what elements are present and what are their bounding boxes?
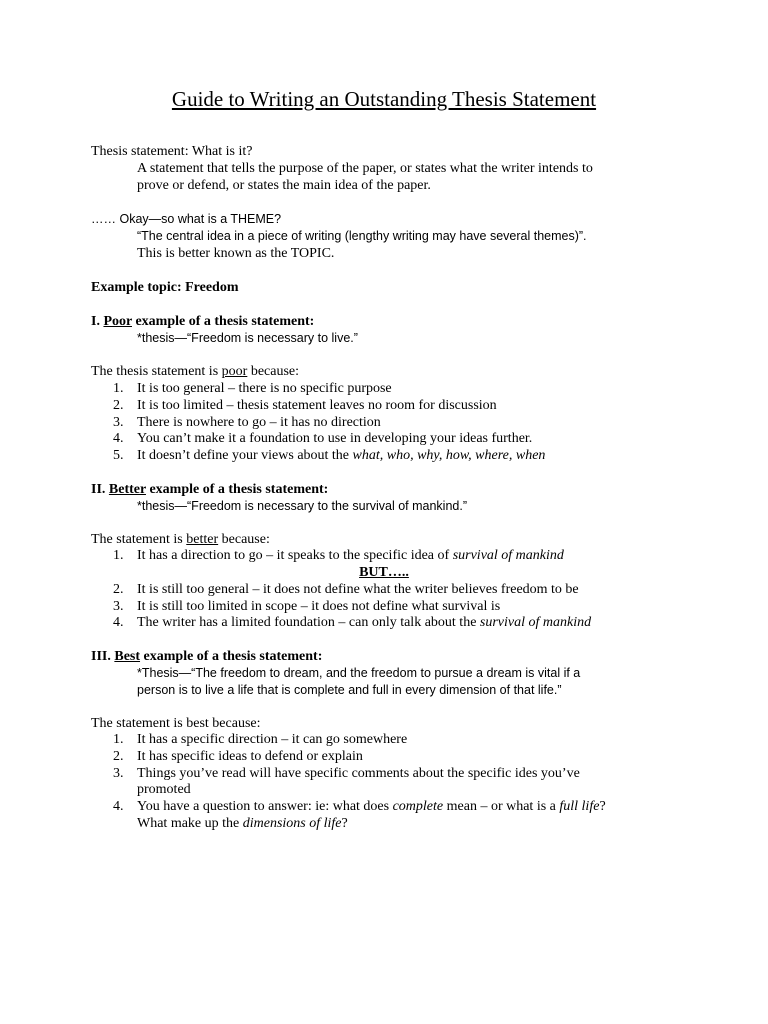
poor-item-2: It is too limited – thesis statement leaves no room for discussion (137, 398, 497, 413)
intro-line-2: prove or defend, or states the main idea of the paper. (137, 178, 431, 193)
best-item-4-text-b: mean – or what is a (443, 799, 560, 814)
better-keyword: Better (108, 482, 146, 497)
best-item-2: It has specific ideas to defend or explain (137, 749, 363, 764)
intro-heading: Thesis statement: What is it? (91, 144, 253, 159)
document-title: Guide to Writing an Outstanding Thesis Statement (171, 87, 597, 111)
better-item-2: It is still too general – it does not define what the writer believes freedom to be (137, 582, 579, 597)
list-number: 4. (113, 615, 124, 630)
better-heading (91, 481, 328, 498)
list-number: 1. (113, 732, 124, 747)
poor-suffix: example of a thesis statement: (131, 314, 315, 329)
poor-because (91, 363, 299, 380)
poor-thesis: *thesis—“Freedom is necessary to live.” (137, 331, 358, 345)
better-because-post: because: (218, 532, 270, 547)
best-item-4b-italic: dimensions of life (242, 816, 342, 831)
list-number: 4. (113, 431, 124, 446)
best-item-4-italic-b: full life (559, 799, 600, 814)
better-item-4-text: The writer has a limited foundation – can only talk about the (137, 615, 480, 630)
better-because-key: better (186, 532, 219, 547)
better-but-text: BUT….. (359, 565, 409, 580)
list-number: 3. (113, 415, 124, 430)
best-item-3-line-1: Things you’ve read will have specific comments about the specific ides you’ve (137, 766, 580, 781)
poor-because-pre: The thesis statement is (91, 364, 222, 379)
best-item-4-text-a: You have a question to answer: ie: what does (137, 799, 393, 814)
best-item-3-line-2: promoted (137, 782, 191, 797)
list-number: 4. (113, 799, 124, 814)
list-number: 1. (113, 381, 124, 396)
best-prefix: III. (91, 649, 115, 664)
better-item-4 (137, 614, 591, 631)
best-suffix: example of a thesis statement: (140, 649, 323, 664)
poor-because-key: poor (221, 364, 248, 379)
best-item-4b-text: What make up the (137, 816, 243, 831)
best-item-4-line-2 (137, 815, 348, 832)
list-number: 3. (113, 766, 124, 781)
best-thesis-line-1: *Thesis—“The freedom to dream, and the freedom to pursue a dream is vital if a (137, 666, 581, 680)
better-item-4-italic: survival of mankind (479, 615, 592, 630)
poor-item-4: You can’t make it a foundation to use in developing your ideas further. (137, 431, 533, 446)
poor-item-5-italic: what, who, why, how, where, when (352, 448, 546, 463)
better-prefix: II. (91, 482, 109, 497)
poor-item-3: There is nowhere to go – it has no direction (137, 415, 381, 430)
poor-prefix: I. (91, 314, 104, 329)
best-keyword: Best (114, 649, 141, 664)
example-topic: Example topic: Freedom (91, 280, 239, 295)
better-item-1-text: It has a direction to go – it speaks to the specific idea of (137, 548, 453, 563)
better-thesis: *thesis—“Freedom is necessary to the survival of mankind.” (137, 499, 467, 513)
list-number: 2. (113, 398, 124, 413)
best-item-1: It has a specific direction – it can go somewhere (137, 732, 408, 747)
list-number: 1. (113, 548, 124, 563)
theme-line-2: This is better known as the TOPIC. (137, 246, 335, 261)
poor-heading (91, 313, 314, 330)
best-heading (91, 648, 322, 665)
list-number: 3. (113, 599, 124, 614)
list-number: 5. (113, 448, 124, 463)
theme-heading (91, 211, 281, 228)
better-because-pre: The statement is (91, 532, 187, 547)
better-item-3: It is still too limited in scope – it does not define what survival is (137, 599, 501, 614)
best-item-4-line-1 (137, 798, 606, 815)
poor-keyword: Poor (103, 314, 132, 329)
poor-item-1: It is too general – there is no specific purpose (137, 381, 392, 396)
better-item-1-italic: survival of mankind (452, 548, 564, 563)
poor-item-5 (137, 447, 545, 464)
theme-dots: …… (91, 212, 116, 226)
better-item-1 (137, 547, 564, 564)
theme-line-1: “The central idea in a piece of writing (lengthy writing may have several themes)”. (137, 229, 587, 243)
poor-because-post: because: (247, 364, 300, 379)
best-item-4b-end: ? (341, 816, 348, 831)
list-number: 2. (113, 582, 124, 597)
best-item-4-italic-a: complete (392, 799, 444, 814)
best-because: The statement is best because: (91, 716, 261, 731)
best-item-4-text-c: ? (599, 799, 606, 814)
better-because (91, 531, 270, 548)
better-suffix: example of a thesis statement: (145, 482, 329, 497)
better-but (0, 564, 768, 581)
poor-item-5-text: It doesn’t define your views about the (137, 448, 353, 463)
intro-line-1: A statement that tells the purpose of the paper, or states what the writer intends to (137, 161, 593, 176)
best-thesis-line-2: person is to live a life that is complete and full in every dimension of that life.” (137, 683, 562, 697)
list-number: 2. (113, 749, 124, 764)
theme-heading-text: Okay—so what is a THEME? (116, 212, 282, 226)
